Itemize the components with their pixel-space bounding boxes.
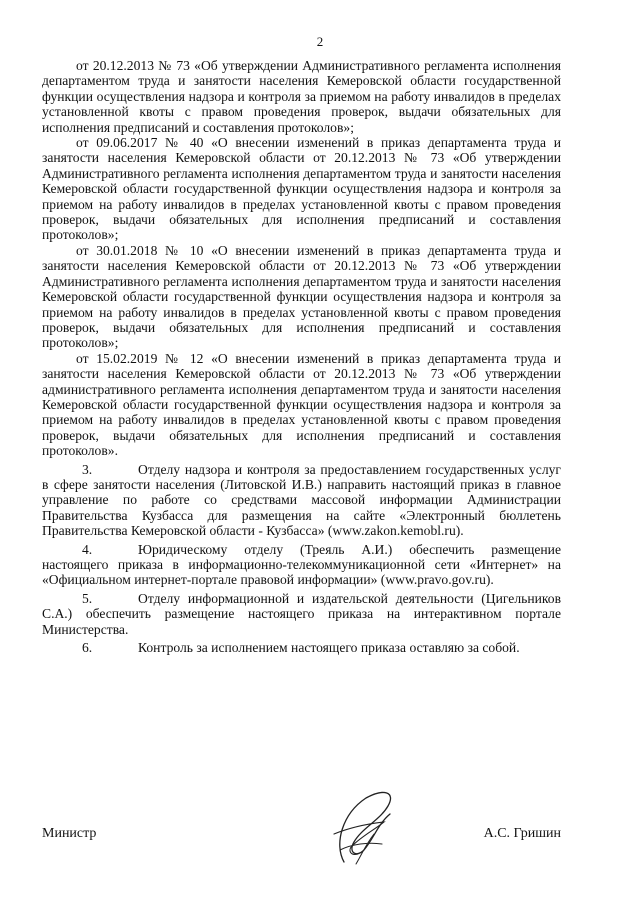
item-3 — [42, 462, 561, 539]
paragraph-order-2017: от 09.06.2017 № 40 «О внесении изменений в приказ департамента труда и занятости населения Кемеровской области от 20.12.2013 № 73 «Об утверждении Административного регламента исполнения департаментом труда и занятости населения Кемеровской области государственной функции осуществления надзора и контроля за приемом на работу инвалидов в пределах установленной квоты с правом проведения проверок, выдачи обязательных для исполнения предписаний и составления протоколов»; — [42, 135, 561, 243]
item-6-number: 6. — [82, 640, 93, 656]
item-3-text: Отделу надзора и контроля за предоставлением государственных услуг в сфере занятости населения (Литовской И.В.) направить настоящий приказ в главное управление по работе со средствами массовой информации Администрации Правительства Кузбасса для размещения на сайте «Электронный бюллетень Правительства Кемеровской области - Кузбасса» (www.zakon.kemobl.ru). — [42, 461, 561, 539]
handwritten-signature — [304, 784, 414, 874]
paragraph-order-2019: от 15.02.2019 № 12 «О внесении изменений в приказ департамента труда и занятости населения Кемеровской области от 20.12.2013 № 73 «Об утверждении административного регламента исполнения департаментом труда и занятости населения Кемеровской области государственной функции осуществления надзора и контроля за приемом на работу инвалидов в пределах установленной квоты с правом проведения проверок, выдачи обязательных для исполнения предписаний и составления протоколов». — [42, 350, 561, 459]
item-6-text: Контроль за исполнением настоящего приказа оставляю за собой. — [138, 640, 520, 656]
item-5 — [42, 591, 561, 637]
signature-block — [42, 818, 561, 848]
paragraph-order-2018: от 30.01.2018 № 10 «О внесении изменений в приказ департамента труда и занятости населения Кемеровской области от 20.12.2013 № 73 «Об утверждении Административного регламента исполнения департаментом труда и занятости населения Кемеровской области государственной функции осуществления надзора и контроля за приемом на работу инвалидов в пределах установленной квоты с правом проведения проверок, выдачи обязательных для исполнения предписаний и составления протоколов»; — [42, 242, 561, 351]
item-3-number: 3. — [82, 461, 93, 477]
item-4-text: Юридическому отделу (Треяль А.И.) обеспечить размещение настоящего приказа в информационно-телекоммуникационной сети «Интернет» на «Официальном интернет-портале правовой информации» (www.pravo.gov.ru). — [42, 541, 561, 588]
item-4 — [42, 542, 561, 588]
paragraph-order-2013: от 20.12.2013 № 73 «Об утверждении Административного регламента исполнения департаментом труда и занятости населения Кемеровской области государственной функции осуществления надзора и контроля за приемом на работу инвалидов в пределах установленной квоты с правом проведения проверок, выдачи обязательных для исполнения предписаний и составления протоколов»; — [42, 58, 561, 135]
signatory-position: Министр — [42, 826, 97, 841]
document-body — [42, 58, 561, 655]
item-5-text: Отделу информационной и издательской деятельности (Цигельников С.А.) обеспечить размещение настоящего приказа на интерактивном портале Министерства. — [42, 590, 561, 637]
signatory-name: А.С. Гришин — [483, 826, 561, 841]
item-6 — [42, 640, 561, 655]
item-5-number: 5. — [82, 590, 93, 606]
page-number: 2 — [316, 34, 324, 49]
item-4-number: 4. — [82, 541, 93, 557]
